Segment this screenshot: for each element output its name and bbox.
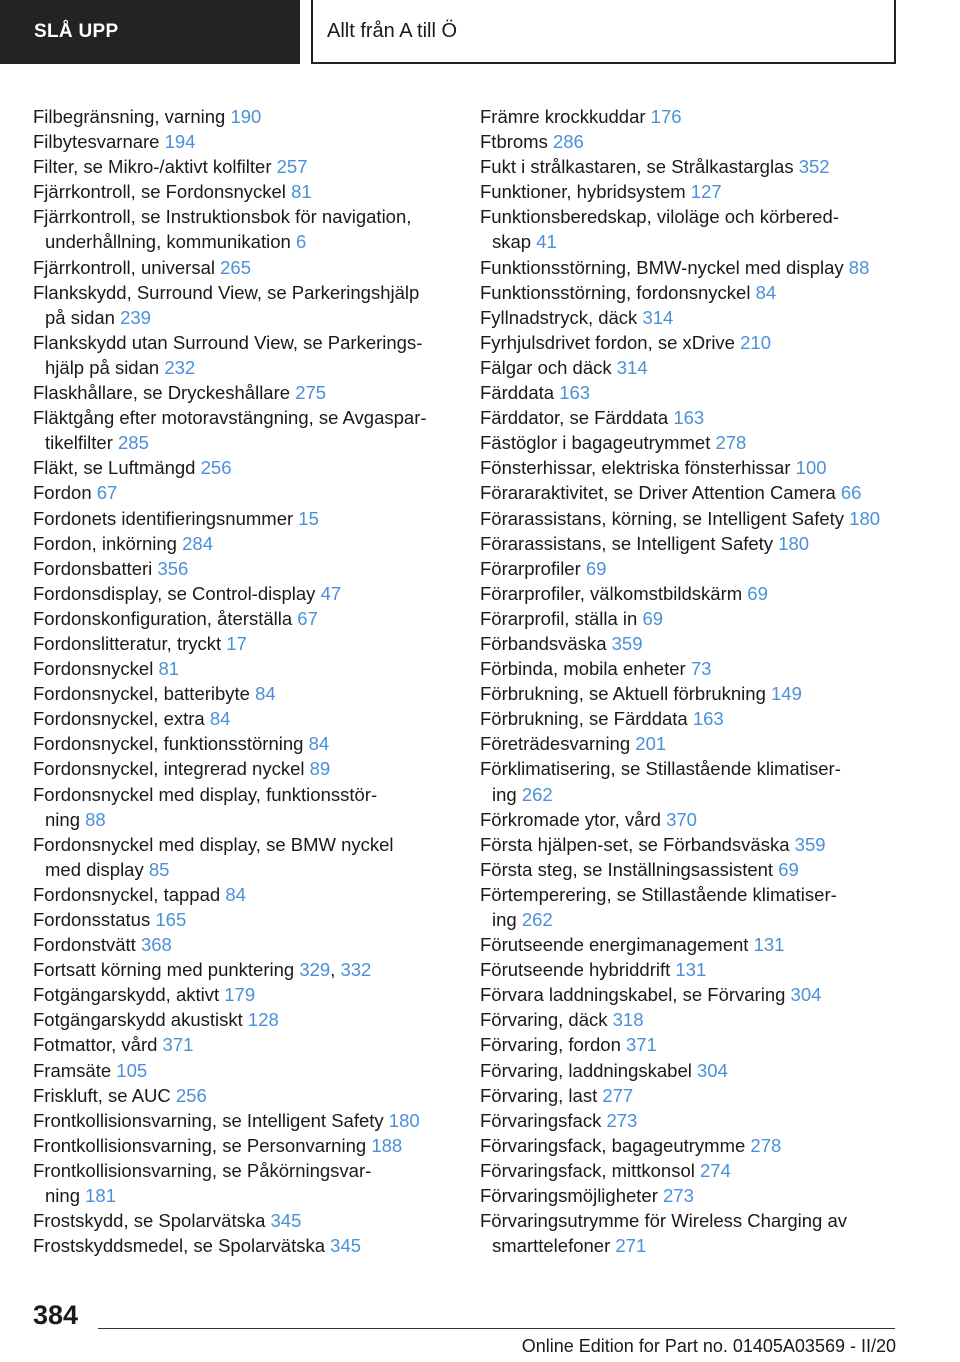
page-link[interactable]: 165: [155, 909, 187, 930]
entry-term: Förarassistans, körning, se Intelligent Safety: [480, 507, 845, 529]
page-link[interactable]: 127: [690, 181, 722, 203]
page-link[interactable]: 210: [740, 331, 771, 353]
index-entry: [480, 330, 910, 355]
entry-term: Ftbroms: [480, 131, 548, 153]
entry-term: Frontkollisionsvarning, se Intelligent Safety: [33, 1109, 384, 1131]
page-link[interactable]: 15: [298, 507, 319, 529]
index-entry: [33, 179, 453, 204]
index-entry: [480, 255, 910, 280]
entry-term: Fordonstvätt: [33, 934, 136, 956]
page-link[interactable]: 239: [120, 306, 151, 328]
page-link[interactable]: 163: [559, 382, 591, 404]
index-entry: [33, 280, 453, 330]
entry-term: Förvara laddningskabel, se Förvaring: [480, 984, 786, 1006]
index-entry: [33, 656, 453, 681]
index-entry: [480, 1083, 910, 1108]
index-entry: [480, 430, 910, 455]
entry-term: Filbytesvarnare: [33, 131, 160, 153]
entry-term: Förvaringsfack, mittkonsol: [480, 1159, 695, 1181]
entry-term: Fotmattor, vård: [33, 1034, 158, 1056]
index-entry: [480, 857, 910, 882]
entry-term: Förutseende energimanagement: [480, 934, 749, 956]
index-entry: [480, 932, 910, 957]
page-link[interactable]: 100: [795, 457, 827, 479]
footer-divider: [98, 1328, 895, 1329]
page-link[interactable]: 47: [320, 582, 342, 604]
page-link[interactable]: 163: [673, 407, 705, 429]
index-entry: [480, 179, 910, 204]
index-entry: [33, 204, 453, 254]
page-link[interactable]: 67: [96, 482, 118, 504]
index-entry: [480, 1158, 910, 1183]
page-link[interactable]: 345: [330, 1235, 362, 1257]
page-link[interactable]: 149: [771, 683, 802, 705]
entry-term: Förvaringsutrymme för Wireless Charging av: [480, 1210, 848, 1232]
page-number: 384: [33, 1300, 79, 1330]
index-entry: [480, 1108, 910, 1133]
index-entry: [480, 656, 910, 681]
index-entry: [480, 1183, 910, 1208]
index-entry: [33, 1158, 453, 1208]
entry-term: Fordonsnyckel, tappad: [33, 883, 221, 905]
entry-term: Fyllnadstryck, däck: [480, 306, 638, 328]
page-link[interactable]: 262: [521, 909, 553, 930]
index-entry: [33, 832, 453, 882]
index-entry: [480, 405, 910, 430]
entry-term: Friskluft, se AUC: [33, 1084, 171, 1106]
index-entry: [480, 756, 910, 806]
page-link[interactable]: 176: [650, 106, 682, 127]
page-link[interactable]: 163: [692, 708, 724, 730]
index-entry: [480, 1058, 910, 1083]
entry-term: Förarprofil, ställa in: [480, 607, 638, 629]
entry-term: Filter, se Mikro-/aktivt kolfilter: [33, 156, 272, 178]
entry-term: Fjärrkontroll, se Instruktionsbok för navigation,: [33, 206, 412, 228]
entry-term: Förvaring, laddningskabel: [480, 1059, 692, 1081]
entry-term: Främre krockkuddar: [480, 106, 646, 127]
page-link[interactable]: 278: [750, 1134, 782, 1156]
entry-term: Fordonsnyckel, funktionsstörning: [33, 733, 304, 755]
entry-term: Fordonsdisplay, se Control-display: [33, 582, 316, 604]
index-entry: [33, 129, 453, 154]
page-link[interactable]: 304: [697, 1059, 728, 1081]
page-link[interactable]: 190: [230, 106, 262, 127]
page-link[interactable]: 89: [309, 758, 331, 780]
index-entry: [480, 556, 910, 581]
index-entry: [480, 1133, 910, 1158]
page-link[interactable]: 304: [790, 984, 822, 1006]
index-entry: Fortsatt körning med punktering 329, 332: [33, 959, 372, 981]
index-entry: [33, 1208, 453, 1233]
index-entry: [33, 380, 453, 405]
page-link[interactable]: 318: [612, 1009, 644, 1031]
entry-term: Förbandsväska: [480, 632, 607, 654]
index-entry: [33, 531, 453, 556]
entry-term: Fordon: [33, 482, 92, 504]
page-link[interactable]: 284: [182, 532, 213, 554]
page-link[interactable]: 180: [849, 507, 881, 529]
page-link[interactable]: 274: [700, 1159, 731, 1181]
entry-term: Funktionsstörning, BMW-nyckel med display: [480, 256, 844, 278]
entry-term: Förvaringsmöjligheter: [480, 1185, 658, 1207]
index-column-right: [480, 104, 910, 1258]
page-link[interactable]: 69: [585, 557, 607, 579]
page-link[interactable]: 265: [220, 256, 251, 278]
index-entry: [480, 129, 910, 154]
entry-term: Fordonsnyckel, integrerad nyckel: [33, 758, 305, 780]
index-entry: [33, 756, 453, 781]
entry-term: Funktioner, hybridsystem: [480, 181, 686, 203]
index-entry: [480, 581, 910, 606]
page-link[interactable]: 273: [663, 1185, 694, 1207]
page-link[interactable]: 232: [164, 356, 196, 378]
entry-term-continuation: smarttelefoner: [492, 1235, 611, 1257]
page-link[interactable]: 257: [276, 156, 308, 178]
page-link[interactable]: 329: [299, 959, 331, 981]
page-link[interactable]: 352: [798, 156, 830, 178]
entry-term: Förvaringsfack: [480, 1109, 602, 1131]
page-link[interactable]: 6: [295, 231, 307, 253]
index-entry: [33, 932, 453, 957]
index-entry: [480, 154, 910, 179]
entry-term: Fordonsnyckel med display, funktionsstör-: [33, 783, 378, 805]
index-entry: [480, 882, 910, 932]
page-link[interactable]: 345: [270, 1210, 302, 1232]
index-entry: [33, 606, 453, 631]
entry-term: Fönsterhissar, elektriska fönsterhissar: [480, 457, 791, 479]
page-link[interactable]: 271: [615, 1235, 647, 1257]
entry-term: Förarprofiler: [480, 557, 581, 579]
index-entry: [480, 104, 910, 129]
page-link[interactable]: 69: [747, 582, 768, 604]
entry-term: Framsäte: [33, 1059, 112, 1081]
page-link[interactable]: 356: [157, 557, 189, 579]
page-link[interactable]: 180: [778, 532, 810, 554]
entry-term: Färddator, se Färddata: [480, 407, 669, 429]
entry-term: Fordonsnyckel, batteribyte: [33, 683, 250, 705]
index-entry: [33, 982, 453, 1007]
entry-term: Förbrukning, se Aktuell förbrukning: [480, 683, 766, 705]
index-entry: [480, 631, 910, 656]
index-entry: [480, 832, 910, 857]
entry-term: Fordonslitteratur, tryckt: [33, 632, 222, 654]
index-entry: [480, 982, 910, 1007]
page-link[interactable]: 370: [666, 808, 697, 830]
index-entry: [33, 581, 453, 606]
entry-term: Första steg, se Inställningsassistent: [480, 858, 774, 880]
page-link[interactable]: 84: [308, 733, 330, 755]
index-entry: [480, 681, 910, 706]
entry-term: Förvaring, last: [480, 1084, 598, 1106]
index-entry: [480, 506, 910, 531]
index-entry: [33, 731, 453, 756]
page-link[interactable]: 69: [778, 858, 799, 880]
entry-term: Förbinda, mobila enheter: [480, 658, 686, 680]
page-link[interactable]: 88: [85, 808, 106, 830]
page-link[interactable]: 286: [552, 131, 584, 153]
page-link[interactable]: 67: [297, 607, 318, 629]
index-entry: [480, 1007, 910, 1032]
entry-term-continuation: hjälp på sidan: [45, 356, 160, 378]
index-entry: [480, 531, 910, 556]
entry-term: Fordon, inkörning: [33, 532, 177, 554]
entry-term: Fordonsnyckel, extra: [33, 708, 205, 730]
entry-term: Fotgängarskydd, aktivt: [33, 984, 220, 1006]
page-link[interactable]: 85: [148, 858, 170, 880]
page-link[interactable]: 81: [291, 181, 312, 203]
index-entry: [33, 556, 453, 581]
index-entry: [33, 506, 453, 531]
entry-term: Färddata: [480, 382, 555, 404]
page-link[interactable]: 194: [164, 131, 196, 153]
index-entry: [33, 255, 453, 280]
page-link[interactable]: 256: [175, 1084, 207, 1106]
index-entry: [33, 1133, 453, 1158]
entry-term: Fläkt, se Luftmängd: [33, 457, 196, 479]
index-entry: [33, 631, 453, 656]
index-entry: [480, 731, 910, 756]
index-entry: [480, 204, 910, 254]
entry-term: Fordonsbatteri: [33, 557, 153, 579]
index-entry: [33, 330, 453, 380]
page-link[interactable]: 188: [371, 1134, 403, 1156]
entry-term: Flankskydd utan Surround View, se Parkerings-: [33, 331, 423, 353]
index-entry: [33, 480, 453, 505]
entry-term: Fukt i strålkastaren, se Strålkastarglas: [480, 156, 794, 178]
entry-term: Fjärrkontroll, universal: [33, 256, 215, 278]
footer-text: Online Edition for Part no. 01405A03569 - II/20: [521, 1336, 896, 1356]
page-link[interactable]: 84: [209, 708, 231, 730]
page-link[interactable]: 84: [755, 281, 777, 303]
entry-term: Förararaktivitet, se Driver Attention Camera: [480, 482, 836, 504]
index-entry: [33, 405, 453, 455]
entry-term: Flaskhållare, se Dryckeshållare: [33, 382, 291, 404]
entry-term: Förklimatisering, se Stillastående klimatiser-: [480, 758, 841, 780]
index-entry: [480, 606, 910, 631]
page-link[interactable]: 371: [626, 1034, 657, 1056]
index-entry: [33, 706, 453, 731]
entry-term: Företrädesvarning: [480, 733, 631, 755]
entry-term: Frostskyddsmedel, se Spolarvätska: [33, 1235, 326, 1257]
page-link[interactable]: 201: [635, 733, 667, 755]
page-link[interactable]: 179: [224, 984, 256, 1006]
entry-term: Flankskydd, Surround View, se Parkeringshjälp: [33, 281, 420, 303]
entry-term: Frontkollisionsvarning, se Påkörningsvar-: [33, 1159, 372, 1181]
index-entry: [480, 455, 910, 480]
entry-term: Funktionsstörning, fordonsnyckel: [480, 281, 751, 303]
page-link[interactable]: 273: [606, 1109, 638, 1131]
entry-term: Filbegränsning, varning: [33, 106, 226, 127]
entry-term-continuation: med display: [45, 858, 144, 880]
page-link[interactable]: 81: [158, 658, 180, 680]
entry-term-continuation: skap: [492, 231, 532, 253]
index-entry: [33, 104, 453, 129]
index-entry: [480, 280, 910, 305]
index-column-left: [33, 104, 453, 1258]
page-link[interactable]: 314: [642, 306, 674, 328]
entry-term: Förarprofiler, välkomstbildskärm: [480, 582, 743, 604]
index-entry: [33, 882, 453, 907]
index-entry: [480, 480, 910, 505]
page-link[interactable]: 359: [611, 632, 643, 654]
page-link[interactable]: 278: [715, 432, 747, 454]
entry-term: Förvaring, fordon: [480, 1034, 621, 1056]
entry-term: Fordonsnyckel: [33, 658, 154, 680]
page-link[interactable]: 181: [85, 1185, 116, 1207]
entry-term: Förvaringsfack, bagageutrymme: [480, 1134, 746, 1156]
entry-term: Funktionsberedskap, viloläge och körbered-: [480, 206, 839, 228]
page-link[interactable]: 180: [388, 1109, 420, 1131]
index-entry: [480, 807, 910, 832]
entry-term: Fyrhjulsdrivet fordon, se xDrive: [480, 331, 735, 353]
index-entry: [480, 957, 910, 982]
page-link[interactable]: 262: [521, 783, 553, 805]
entry-term: Fotgängarskydd akustiskt: [33, 1009, 243, 1031]
entry-term: Förutseende hybriddrift: [480, 959, 671, 981]
chapter-header: [311, 0, 896, 64]
entry-term: Fordonets identifieringsnummer: [33, 507, 294, 529]
entry-term-continuation: på sidan: [45, 306, 115, 328]
entry-term: Fordonskonfiguration, återställa: [33, 607, 293, 629]
entry-term: Förvaring, däck: [480, 1009, 608, 1031]
index-entry: [33, 907, 453, 932]
page-link[interactable]: 131: [753, 934, 785, 956]
page-link[interactable]: 256: [200, 457, 232, 479]
entry-term: Förbrukning, se Färddata: [480, 708, 688, 730]
page-link[interactable]: 69: [642, 607, 664, 629]
index-entry: [33, 1108, 453, 1133]
page-link[interactable]: 105: [116, 1059, 148, 1081]
page-link[interactable]: 17: [226, 632, 247, 654]
page-link[interactable]: 66: [840, 482, 862, 504]
page-link[interactable]: 84: [225, 883, 246, 905]
index-entry: [33, 681, 453, 706]
index-entry: [480, 305, 910, 330]
entry-term-continuation: ing: [492, 783, 517, 805]
entry-term-continuation: ning: [45, 808, 80, 830]
entry-term: Fälgar och däck: [480, 356, 612, 378]
index-entry: [33, 1032, 453, 1057]
page-link[interactable]: 275: [295, 382, 327, 404]
index-entry: [33, 1007, 453, 1032]
index-entry: [33, 1058, 453, 1083]
page-link[interactable]: 41: [536, 231, 557, 253]
entry-term-continuation: ing: [492, 909, 517, 930]
page-link[interactable]: 277: [602, 1084, 634, 1106]
entry-term: Förkromade ytor, vård: [480, 808, 661, 830]
index-entry: [480, 1032, 910, 1057]
index-entry: [33, 1233, 453, 1258]
index-entry: [480, 380, 910, 405]
index-entry: [480, 1208, 910, 1258]
page-link[interactable]: 88: [848, 256, 870, 278]
page-link[interactable]: 359: [794, 833, 826, 855]
entry-term: Fordonsstatus: [33, 909, 151, 930]
entry-term: Frontkollisionsvarning, se Personvarning: [33, 1134, 367, 1156]
chapter-title: Allt från A till Ö: [327, 19, 458, 42]
page-link[interactable]: 84: [255, 683, 276, 705]
index-entry: [33, 455, 453, 480]
entry-term: Frostskydd, se Spolarvätska: [33, 1210, 266, 1232]
entry-term: Fläktgång efter motoravstängning, se Avgaspar-: [33, 407, 427, 429]
page-link[interactable]: 368: [140, 934, 172, 956]
index-entry: [33, 1083, 453, 1108]
index-entry: [480, 355, 910, 380]
entry-term: Förtemperering, se Stillastående klimatiser-: [480, 883, 837, 905]
page-link[interactable]: 285: [118, 432, 149, 454]
entry-term: Fordonsnyckel med display, se BMW nyckel: [33, 833, 394, 855]
page-link[interactable]: 128: [247, 1009, 279, 1031]
entry-term-continuation: tikelfilter: [45, 432, 113, 454]
index-entry: [33, 154, 453, 179]
index-entry: [33, 782, 453, 832]
page-link[interactable]: 131: [675, 959, 707, 981]
entry-term: Fjärrkontroll, se Fordonsnyckel: [33, 181, 286, 203]
entry-term: Fortsatt körning med punktering: [33, 959, 295, 981]
page-link[interactable]: 371: [162, 1034, 194, 1056]
entry-term: Första hjälpen-set, se Förbandsväska: [480, 833, 790, 855]
entry-term: Fästöglor i bagageutrymmet: [480, 432, 711, 454]
page-link[interactable]: 73: [690, 658, 712, 680]
page-link[interactable]: 314: [616, 356, 648, 378]
page-link[interactable]: 332: [340, 959, 372, 981]
entry-term-continuation: ning: [45, 1185, 80, 1207]
section-tab: [0, 0, 300, 64]
entry-term: Förarassistans, se Intelligent Safety: [480, 532, 774, 554]
entry-term-continuation: underhållning, kommunikation: [45, 231, 291, 253]
index-entry: [480, 706, 910, 731]
section-label: SLÅ UPP: [34, 21, 119, 42]
